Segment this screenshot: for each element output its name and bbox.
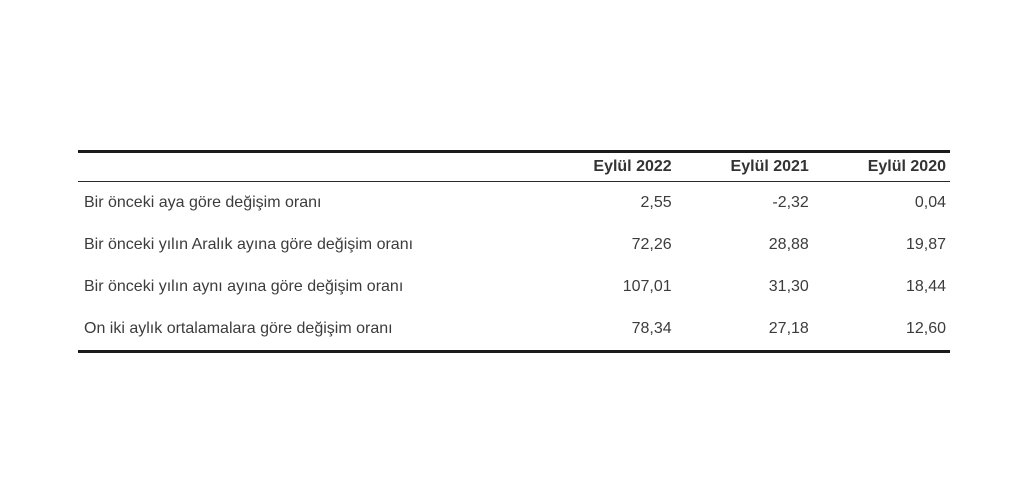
row-label: Bir önceki aya göre değişim oranı [84, 194, 322, 211]
table-row-annual-change [78, 266, 950, 308]
row-label: Bir önceki yılın Aralık ayına göre değişim oranı [84, 236, 414, 253]
row-label-column-header [78, 152, 539, 182]
cell-value: 12,60 [905, 320, 946, 337]
cell-value: 107,01 [622, 278, 672, 295]
cell-value: 2,55 [640, 194, 672, 211]
row-label: Bir önceki yılın aynı ayına göre değişim oranı [84, 278, 404, 295]
cell-value: 27,18 [768, 320, 809, 337]
cell-value: 72,26 [631, 236, 672, 253]
cell-value: 28,88 [768, 236, 809, 253]
cell-value: 78,34 [631, 320, 672, 337]
cell-value: 0,04 [914, 194, 946, 211]
cell-value: 18,44 [905, 278, 946, 295]
change-rate-table [78, 150, 950, 353]
table-row-change-since-december [78, 224, 950, 266]
table-row-monthly-change [78, 182, 950, 225]
cell-value: -2,32 [772, 194, 809, 211]
table-row-twelve-month-average-change [78, 308, 950, 352]
cell-value: 19,87 [905, 236, 946, 253]
table-header-row [78, 152, 950, 182]
column-header-eylul-2021: Eylül 2021 [676, 152, 813, 182]
column-header-eylul-2020: Eylül 2020 [813, 152, 950, 182]
cell-value: 31,30 [768, 278, 809, 295]
row-label: On iki aylık ortalamalara göre değişim oranı [84, 320, 393, 337]
column-header-eylul-2022: Eylül 2022 [539, 152, 676, 182]
